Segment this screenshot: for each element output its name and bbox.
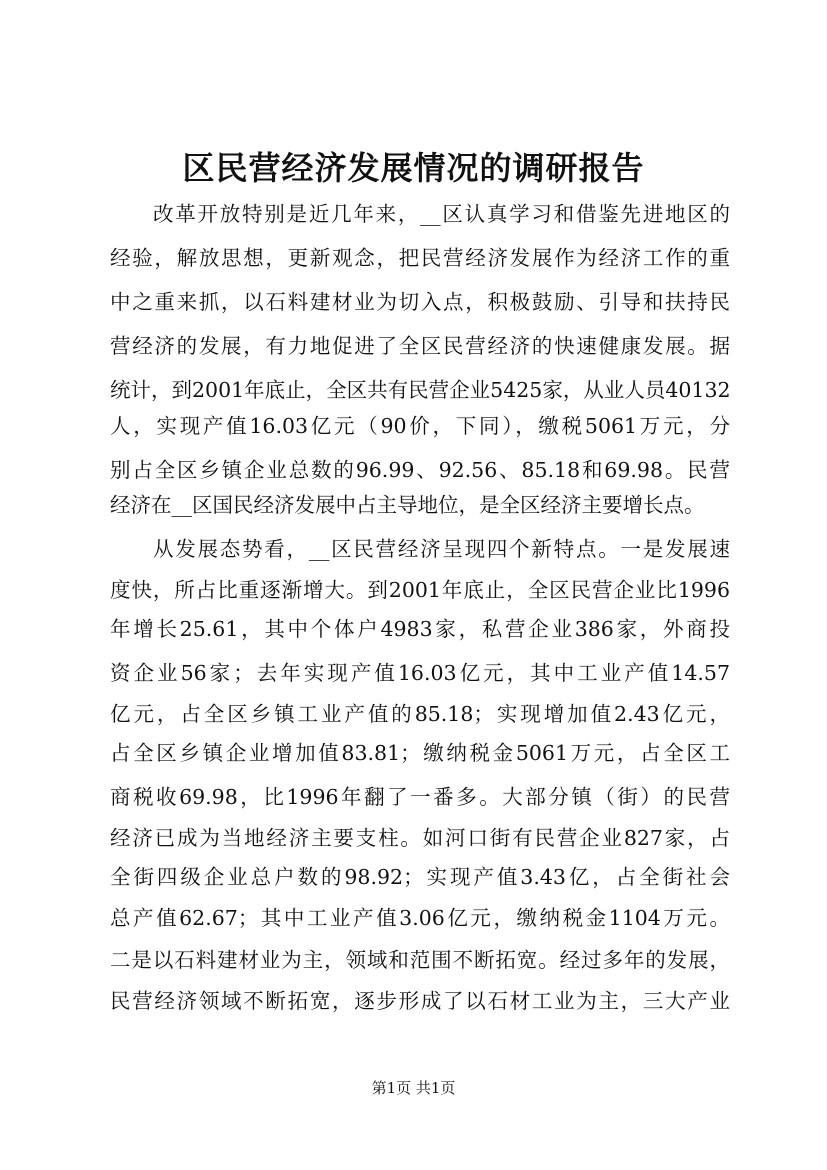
- paragraph-line: 民营经济领域不断拓宽，逐步形成了以石材工业为主，三大产业: [110, 989, 730, 1013]
- paragraph-line: 别占全区乡镇企业总数的96.99、92.56、85.18和69.98。民营: [110, 458, 730, 482]
- paragraph-line: 总产值62.67；其中工业产值3.06亿元，缴纳税金1104万元。: [110, 906, 730, 930]
- paragraph-line: 经济已成为当地经济主要支柱。如河口街有民营企业827家，占: [110, 826, 730, 850]
- paragraph-line: 全街四级企业总户数的98.92；实现产值3.43亿，占全街社会: [110, 865, 730, 889]
- paragraph-line: 占全区乡镇企业增加值83.81；缴纳税金5061万元，占全区工: [110, 741, 730, 765]
- paragraph-line: 经验，解放思想，更新观念，把民营经济发展作为经济工作的重: [110, 246, 730, 270]
- paragraph-line: 统计，到2001年底止，全区共有民营企业5425家，从业人员40132: [110, 378, 731, 402]
- page-number-footer: 第1页 共1页: [371, 1079, 456, 1097]
- paragraph-line: 改革开放特别是近几年来，__区认真学习和借鉴先进地区的: [153, 202, 730, 226]
- paragraph-line: 亿元，占全区乡镇工业产值的85.18；实现增加值2.43亿元，: [110, 702, 730, 726]
- paragraph-line: 中之重来抓，以石料建材业为切入点，积极鼓励、引导和扶持民: [110, 290, 730, 314]
- paragraph-line: 人，实现产值16.03亿元（90价，下同），缴税5061万元，分: [110, 414, 730, 438]
- paragraph-line: 经济在__区国民经济发展中占主导地位，是全区经济主要增长点。: [110, 493, 705, 517]
- paragraph-line: 营经济的发展，有力地促进了全区民营经济的快速健康发展。据: [110, 334, 730, 358]
- paragraph-line: 度快，所占比重逐渐增大。到2001年底止，全区民营企业比1996: [110, 578, 730, 602]
- paragraph-line: 商税收69.98，比1996年翻了一番多。大部分镇（街）的民营: [110, 785, 730, 809]
- paragraph-line: 二是以石料建材业为主，领域和范围不断拓宽。经过多年的发展，: [110, 948, 730, 972]
- paragraph-line: 资企业56家；去年实现产值16.03亿元，其中工业产值14.57: [110, 661, 730, 685]
- page-title: 区民营经济发展情况的调研报告: [182, 149, 645, 187]
- paragraph-line: 从发展态势看，__区民营经济呈现四个新特点。一是发展速: [153, 537, 730, 561]
- paragraph-line: 年增长25.61，其中个体户4983家，私营企业386家，外商投: [110, 617, 730, 641]
